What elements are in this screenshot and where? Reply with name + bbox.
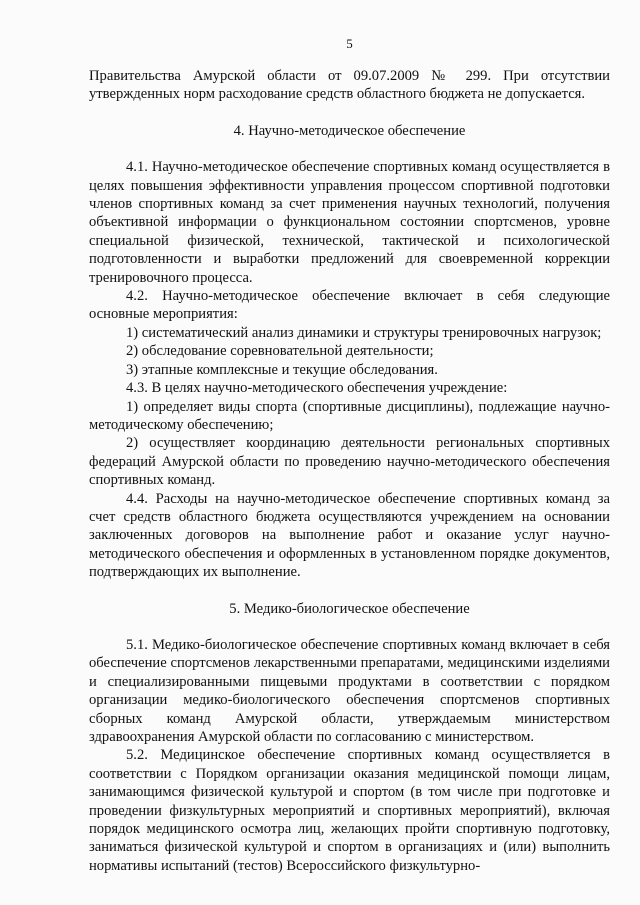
list-item-4-3-2: 2) осуществляет координацию деятельности региональных спортивных федераций Амурской области по проведению научно-методического обеспечения спортивных команд.	[89, 435, 610, 489]
list-item-4-2-3: 3) этапные комплексные и текущие обследования.	[126, 361, 438, 378]
intro-paragraph: Правительства Амурской области от 09.07.2009 № 299. При отсутствии утвержденных норм расходование средств областного бюджета не допускается.	[89, 68, 610, 103]
paragraph-4-1: 4.1. Научно-методическое обеспечение спортивных команд осуществляется в целях повышения эффективности управления процессом спортивной подготовки членов спортивных команд за счет применения научных технологий, получения объективной информации о функциональном состоянии спортсменов, уровне специальной физической, технической, тактической и психологической подготовленности и выработки предложений для своевременной коррекции тренировочного процесса.	[89, 159, 610, 286]
paragraph-4-4: 4.4. Расходы на научно-методическое обеспечение спортивных команд за счет средств областного бюджета осуществляются учреждением на основании заключенных договоров на выполнение работ и оказание услуг научно-методического обеспечения и оформленных в установленном порядке документов, подтверждающих их выполнение.	[89, 490, 610, 581]
list-item-4-2-2: 2) обследование соревновательной деятельности;	[126, 343, 434, 360]
paragraph-5-2: 5.2. Медицинское обеспечение спортивных команд осуществляется в соответствии с Порядком организации оказания медицинской помощи лицам, занимающимся физической культурой и спортом (в том числе при подготовке и проведении физкультурных мероприятий и спортивных мероприятий), включая порядок медицинского осмотра лиц, желающих пройти спортивную подготовку, заниматься физической культурой и спортом в организациях и (или) выполнить нормативы испытаний (тестов) Всероссийского физкультурно-	[89, 747, 610, 874]
page-number: 5	[346, 36, 353, 51]
paragraph-5-1: 5.1. Медико-биологическое обеспечение спортивных команд включает в себя обеспечение спортсменов лекарственными препаратами, медицинскими изделиями и специализированными пищевыми продуктами в соответствии с порядком организации медико-биологического обеспечения спортсменов спортивных сборных команд Амурской области, утверждаемым министерством здравоохранения Амурской области по согласованию с министерством.	[89, 636, 610, 745]
section-5-heading: 5. Медико-биологическое обеспечение	[229, 600, 470, 617]
list-item-4-3-1: 1) определяет виды спорта (спортивные дисциплины), подлежащие научно-методическому обеспечению;	[89, 398, 610, 433]
paragraph-4-3: 4.3. В целях научно-методического обеспечения учреждение:	[126, 380, 508, 397]
paragraph-4-2: 4.2. Научно-методическое обеспечение включает в себя следующие основные мероприятия:	[89, 288, 610, 323]
section-4-heading: 4. Научно-методическое обеспечение	[233, 122, 466, 139]
list-item-4-2-1: 1) систематический анализ динамики и структуры тренировочных нагрузок;	[126, 324, 602, 341]
